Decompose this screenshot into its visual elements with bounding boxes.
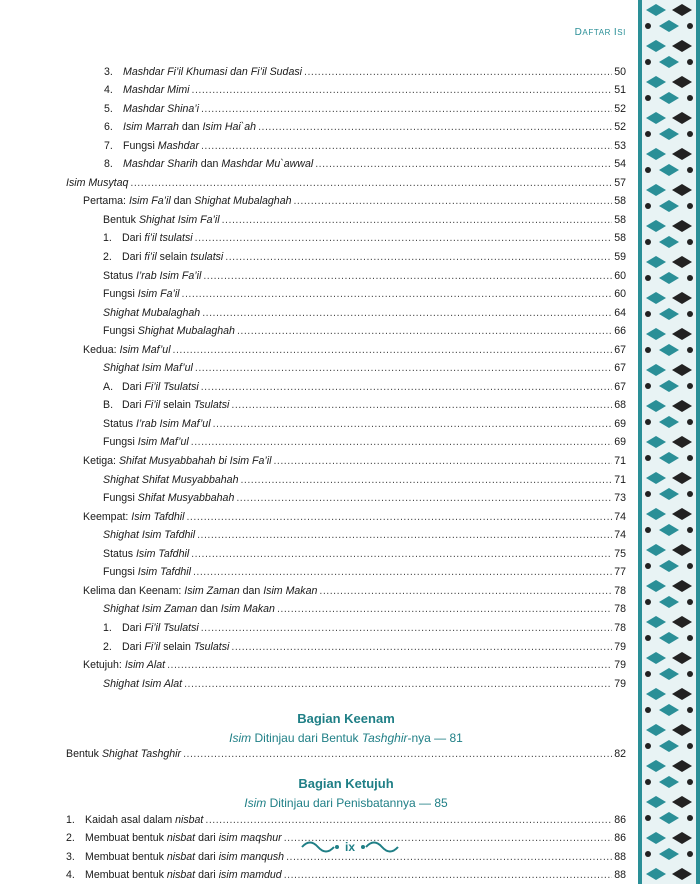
toc-entry[interactable] bbox=[66, 579, 626, 598]
toc-entry[interactable] bbox=[66, 320, 626, 339]
entry-page-number: 58 bbox=[614, 195, 626, 208]
toc-entry[interactable] bbox=[66, 60, 626, 79]
entry-title: Status I’rab Isim Maf’ul bbox=[103, 417, 211, 430]
toc-entry[interactable] bbox=[66, 743, 626, 762]
toc-entry[interactable] bbox=[66, 153, 626, 172]
dot-leader bbox=[304, 66, 612, 79]
dot-leader bbox=[273, 455, 612, 468]
toc-entry[interactable] bbox=[66, 449, 626, 468]
entry-page-number: 67 bbox=[614, 343, 626, 356]
page-footer bbox=[300, 836, 400, 858]
entry-page-number: 88 bbox=[614, 869, 626, 882]
entry-number: 5. bbox=[104, 102, 113, 115]
toc-entry[interactable] bbox=[66, 542, 626, 561]
entry-page-number: 50 bbox=[614, 65, 626, 78]
entry-title: Isim Marrah dan Isim Hai`ah bbox=[123, 121, 257, 134]
toc-entry[interactable] bbox=[66, 412, 626, 431]
entry-title: Shighat Shifat Musyabbahah bbox=[103, 473, 239, 486]
entry-title: Mashdar Shina’i bbox=[123, 102, 199, 115]
entry-page-number: 52 bbox=[614, 102, 626, 115]
entry-title: Mashdar Mimi bbox=[123, 84, 190, 97]
dot-leader bbox=[191, 436, 612, 449]
entry-page-number: 77 bbox=[614, 566, 626, 579]
entry-title: Fungsi Mashdar bbox=[123, 139, 199, 152]
entry-title: Pertama: Isim Fa’il dan Shighat Mubalaghah bbox=[83, 195, 292, 208]
entry-title: Kedua: Isim Maf’ul bbox=[83, 343, 171, 356]
toc-entry[interactable] bbox=[66, 79, 626, 98]
entry-number: 3. bbox=[104, 65, 113, 78]
entry-number: 8. bbox=[104, 158, 113, 171]
entry-title: Dari Fi’il selain Tsulatsi bbox=[122, 640, 230, 653]
toc-entry[interactable] bbox=[66, 487, 626, 506]
dot-leader bbox=[240, 474, 612, 487]
entry-page-number: 74 bbox=[614, 510, 626, 523]
entry-title: Shighat Isim Tafdhil bbox=[103, 529, 196, 542]
entry-page-number: 75 bbox=[614, 547, 626, 560]
dot-leader bbox=[193, 566, 612, 579]
entry-title: Ketujuh: Isim Alat bbox=[83, 659, 166, 672]
entry-page-number: 60 bbox=[614, 269, 626, 282]
dot-leader bbox=[191, 548, 612, 561]
dot-leader bbox=[231, 641, 612, 654]
toc-entry[interactable] bbox=[66, 134, 626, 153]
entry-page-number: 79 bbox=[614, 659, 626, 672]
entry-title: Bentuk Shighat Tashghir bbox=[66, 748, 182, 761]
dot-leader bbox=[258, 121, 612, 134]
entry-title: Dari Fi’il selain Tsulatsi bbox=[122, 399, 230, 412]
dot-leader bbox=[213, 418, 613, 431]
toc-entry[interactable] bbox=[66, 864, 626, 883]
dot-leader bbox=[284, 869, 613, 882]
section-title: Bagian Keenam bbox=[297, 710, 395, 726]
dot-leader bbox=[183, 748, 612, 761]
entry-number: B. bbox=[103, 399, 114, 412]
entry-title: Shighat Isim Zaman dan Isim Makan bbox=[103, 603, 275, 616]
header-i: I bbox=[613, 27, 618, 38]
entry-page-number: 78 bbox=[614, 584, 626, 597]
entry-page-number: 88 bbox=[614, 850, 626, 863]
entry-page-number: 78 bbox=[614, 621, 626, 634]
entry-page-number: 60 bbox=[614, 288, 626, 301]
toc-entry[interactable] bbox=[66, 468, 626, 487]
decorative-border bbox=[638, 0, 700, 884]
entry-page-number: 53 bbox=[614, 139, 626, 152]
section-heading-6 bbox=[66, 711, 626, 745]
section-subtitle: Isim Ditinjau dari Penisbatannya — 85 bbox=[244, 796, 448, 811]
entry-number: 2. bbox=[103, 251, 112, 264]
toc-entry[interactable] bbox=[66, 431, 626, 450]
entry-page-number: 71 bbox=[614, 455, 626, 468]
entry-title: Fungsi Isim Fa’il bbox=[103, 288, 180, 301]
section-heading-7 bbox=[66, 776, 626, 810]
dot-leader bbox=[173, 344, 613, 357]
entry-title: Shighat Isim Maf’ul bbox=[103, 362, 193, 375]
dot-leader bbox=[201, 622, 612, 635]
running-header bbox=[575, 27, 626, 38]
dot-leader bbox=[192, 84, 613, 97]
table-of-contents bbox=[66, 60, 626, 882]
dot-leader bbox=[130, 177, 612, 190]
entry-title: Fungsi Isim Tafdhil bbox=[103, 566, 191, 579]
entry-title: Dari fi’il tsulatsi bbox=[122, 232, 193, 245]
dot-leader bbox=[195, 362, 612, 375]
entry-title: Dari Fi’il Tsulatsi bbox=[122, 621, 199, 634]
entry-number: 1. bbox=[103, 621, 112, 634]
toc-entry[interactable] bbox=[66, 616, 626, 635]
entry-number: 1. bbox=[66, 813, 75, 826]
entry-page-number: 86 bbox=[614, 813, 626, 826]
dot-leader bbox=[184, 678, 612, 691]
toc-entry[interactable] bbox=[66, 672, 626, 691]
dot-leader bbox=[201, 103, 612, 116]
border-inner bbox=[642, 0, 696, 884]
dot-leader bbox=[293, 195, 612, 208]
toc-entry[interactable] bbox=[66, 524, 626, 543]
entry-title: Fungsi Shifat Musyabbahah bbox=[103, 492, 235, 505]
toc-entry[interactable] bbox=[66, 375, 626, 394]
toc-entry[interactable] bbox=[66, 505, 626, 524]
toc-entry[interactable] bbox=[66, 245, 626, 264]
header-rest: AFTAR bbox=[582, 28, 614, 37]
dot-leader bbox=[237, 325, 612, 338]
pattern-icon bbox=[642, 0, 696, 884]
toc-entry[interactable] bbox=[66, 116, 626, 135]
entry-title: Membuat bentuk nisbat dari isim mamdud bbox=[85, 869, 282, 882]
entry-number: 4. bbox=[104, 84, 113, 97]
toc-entry[interactable] bbox=[66, 357, 626, 376]
entry-page-number: 58 bbox=[614, 213, 626, 226]
toc-entry[interactable] bbox=[66, 171, 626, 190]
dot-leader bbox=[319, 585, 612, 598]
toc-entry[interactable] bbox=[66, 598, 626, 617]
dot-leader bbox=[236, 492, 612, 505]
dot-leader bbox=[197, 529, 612, 542]
entry-title: Membuat bentuk nisbat dari isim maqshur bbox=[85, 832, 282, 845]
entry-page-number: 73 bbox=[614, 492, 626, 505]
entry-number: 2. bbox=[66, 832, 75, 845]
dot-leader bbox=[225, 251, 612, 264]
entry-title: Mashdar Fi’il Khumasi dan Fi’il Sudasi bbox=[123, 65, 302, 78]
entry-page-number: 69 bbox=[614, 436, 626, 449]
entry-title: Ketiga: Shifat Musyabbahah bi Isim Fa’il bbox=[83, 455, 272, 468]
entry-number: 1. bbox=[103, 232, 112, 245]
entry-page-number: 82 bbox=[614, 748, 626, 761]
entry-page-number: 68 bbox=[614, 399, 626, 412]
toc-entry[interactable] bbox=[66, 97, 626, 116]
entry-title: Dari Fi’il Tsulatsi bbox=[122, 380, 199, 393]
entry-page-number: 54 bbox=[614, 158, 626, 171]
entry-title: Fungsi Shighat Mubalaghah bbox=[103, 325, 235, 338]
entry-page-number: 86 bbox=[614, 832, 626, 845]
entry-page-number: 78 bbox=[614, 603, 626, 616]
entry-page-number: 71 bbox=[614, 473, 626, 486]
toc-entry[interactable] bbox=[66, 561, 626, 580]
entry-title: Isim Musytaq bbox=[66, 176, 129, 189]
entry-number: 4. bbox=[66, 869, 75, 882]
dot-leader bbox=[167, 659, 612, 672]
section-subtitle: Isim Ditinjau dari Bentuk Tashghir-nya — 81 bbox=[229, 730, 463, 745]
dot-leader bbox=[231, 399, 612, 412]
entry-number: 6. bbox=[104, 121, 113, 134]
entry-number: 7. bbox=[104, 139, 113, 152]
dot-leader bbox=[222, 214, 613, 227]
entry-number: A. bbox=[103, 380, 114, 393]
entry-title: Fungsi Isim Maf’ul bbox=[103, 436, 189, 449]
toc-entry[interactable] bbox=[66, 283, 626, 302]
toc-entry[interactable] bbox=[66, 264, 626, 283]
dot-leader bbox=[195, 232, 613, 245]
entry-title: Bentuk Shighat Isim Fa’il bbox=[103, 213, 220, 226]
dot-leader bbox=[205, 814, 612, 827]
entry-title: Shighat Isim Alat bbox=[103, 677, 183, 690]
toc-entry[interactable] bbox=[66, 635, 626, 654]
dot-leader bbox=[186, 511, 612, 524]
dot-leader bbox=[201, 381, 612, 394]
dot-leader bbox=[182, 288, 613, 301]
entry-title: Membuat bentuk nisbat dari isim manqush bbox=[85, 850, 285, 863]
dot-leader bbox=[277, 603, 612, 616]
toc-entry[interactable] bbox=[66, 338, 626, 357]
entry-title: Shighat Mubalaghah bbox=[103, 306, 201, 319]
entry-number: 2. bbox=[103, 640, 112, 653]
toc-section6-list bbox=[66, 743, 626, 762]
entry-page-number: 79 bbox=[614, 640, 626, 653]
entry-page-number: 67 bbox=[614, 380, 626, 393]
entry-page-number: 67 bbox=[614, 362, 626, 375]
entry-title: Kelima dan Keenam: Isim Zaman dan Isim Makan bbox=[83, 584, 318, 597]
entry-title: Status Isim Tafdhil bbox=[103, 547, 190, 560]
toc-entry[interactable] bbox=[66, 654, 626, 673]
dot-leader bbox=[203, 270, 612, 283]
entry-title: Keempat: Isim Tafdhil bbox=[83, 510, 185, 523]
entry-page-number: 58 bbox=[614, 232, 626, 245]
toc-entry[interactable] bbox=[66, 808, 626, 827]
entry-title: Status I’rab Isim Fa’il bbox=[103, 269, 202, 282]
entry-title: Dari fi’il selain tsulatsi bbox=[122, 251, 224, 264]
toc-entry[interactable] bbox=[66, 394, 626, 413]
entry-title: Mashdar Sharih dan Mashdar Mu`awwal bbox=[123, 158, 314, 171]
entry-page-number: 57 bbox=[614, 176, 626, 189]
entry-number: 3. bbox=[66, 850, 75, 863]
entry-page-number: 66 bbox=[614, 325, 626, 338]
toc-entry[interactable] bbox=[66, 227, 626, 246]
section-title: Bagian Ketujuh bbox=[298, 776, 394, 792]
entry-page-number: 64 bbox=[614, 306, 626, 319]
header-d: D bbox=[574, 27, 583, 38]
toc-entry[interactable] bbox=[66, 190, 626, 209]
dot-leader bbox=[201, 140, 612, 153]
entry-page-number: 59 bbox=[614, 251, 626, 264]
dot-leader bbox=[202, 307, 612, 320]
entry-page-number: 51 bbox=[614, 84, 626, 97]
entry-page-number: 79 bbox=[614, 677, 626, 690]
page-number: ix bbox=[344, 840, 355, 854]
entry-page-number: 74 bbox=[614, 529, 626, 542]
header-rest2: SI bbox=[617, 28, 626, 37]
toc-entry[interactable] bbox=[66, 301, 626, 320]
entry-page-number: 52 bbox=[614, 121, 626, 134]
toc-main-list bbox=[66, 60, 626, 691]
entry-page-number: 69 bbox=[614, 417, 626, 430]
toc-entry[interactable] bbox=[66, 208, 626, 227]
dot-leader bbox=[315, 158, 612, 171]
entry-title: Kaidah asal dalam nisbat bbox=[85, 813, 204, 826]
